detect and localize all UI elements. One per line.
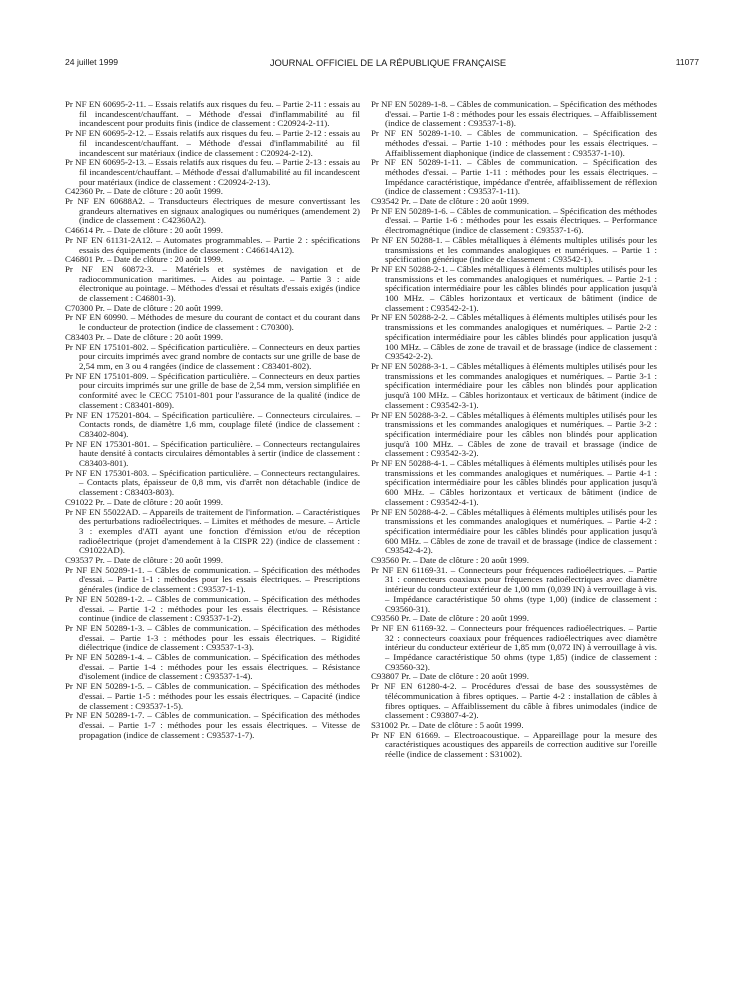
standard-entry: Pr NF EN 50289-1-2. – Câbles de communication. – Spécification des méthodes d'essai. – Partie 1-2 : méthodes pour les essais électriques. – Résistance continue (indice de classement : C93537-1-2).: [65, 593, 360, 624]
standard-entry: Pr NF EN 175201-804. – Spécification particulière. – Connecteurs circulaires. – Contacts ronds, de diamètre 1,6 mm, couplage fileté (indice de classement : C83402-804).: [65, 409, 360, 439]
standard-entry: Pr NF EN 60695-2-11. – Essais relatifs aux risques du feu. – Partie 2-11 : essais au fil incandescent/chauffant. – Méthode d'essai d'inflammabilité au fil incandescent pour produits finis (indice de classement : C20924-2-11).: [65, 99, 360, 129]
closing-date-line: C83403 Pr. – Date de clôture : 20 août 1999.: [65, 331, 223, 342]
standard-entry: Pr NF EN 50288-1. – Câbles métalliques à éléments multiples utilisés pour les transmissions et les commandes analogiques et numériques. – Partie 1 : spécification générique (indice de classement : C93542-1).: [371, 234, 657, 265]
standard-entry: Pr NF EN 61669. – Electroacoustique. – Appareillage pour la mesure des caractéristiques acoustiques des appareils de correction auditive sur l'oreille réelle (indice de classement : S31002).: [371, 729, 657, 760]
standard-entry: Pr NF EN 50288-2-1. – Câbles métalliques à éléments multiples utilisés pour les transmissions et les commandes analogiques et numériques. – Partie 2-1 : spécification intermédiaire pour les câbles blindés pour application jusqu'à 100 MHz. – Câbles horizontaux et verticaux de bâtiment (indice de classement : C93542-2-1).: [371, 263, 657, 313]
standard-entry: Pr NF EN 61169-31. – Connecteurs pour fréquences radioélectriques. – Partie 31 : connecteurs coaxiaux pour fréquences radioélectriques avec diamètre intérieur du conducteur extérieur de 1,00 mm (0,039 IN) à verrouillage à vis. – Impédance caractéristique 50 ohms (type 1,00) (indice de classement : C93560-31).: [371, 564, 657, 614]
standard-entry: Pr NF EN 50288-2-2. – Câbles métalliques à éléments multiples utilisés pour les transmissions et les commandes analogiques et numériques. – Partie 2-2 : spécification intermédiaire pour les câbles blindés pour application jusqu'à 100 MHz. – Câbles de zone de travail et de brassage (indice de classement : C93542-2-2).: [371, 312, 657, 362]
standard-entry: Pr NF EN 61280-4-2. – Procédures d'essai de base des soussystèmes de télécommunication à fibres optiques. – Partie 4-2 : installation de câbles à fibres optiques. – Affaiblissement du câble à fibres unimodales (indice de classement : C93807-4-2).: [371, 681, 657, 721]
standard-entry: Pr NF EN 50288-3-1. – Câbles métalliques à éléments multiples utilisés pour les transmissions et les commandes analogiques et numériques. – Partie 3-1 : spécification intermédiaire pour les câbles non blindés pour application jusqu'à 100 MHz. – Câbles horizontaux et verticaux de bâtiment (indice de classement : C93542-3-1).: [371, 360, 657, 410]
standard-entry: Pr NF EN 175301-801. – Spécification particulière. – Connecteurs rectangulaires haute densité à contacts circulaires démontables à sertir (indice de classement : C83403-801).: [65, 438, 360, 469]
closing-date-line: C91022 Pr. – Date de clôture : 20 août 1999.: [65, 496, 223, 507]
standard-entry: Pr NF EN 175101-809. – Spécification particulière. – Connecteurs en deux parties pour circuits imprimés sur une grille de base de 2,54 mm, version simplifiée en conformité avec le CECC 75101-801 pour l'assurance de la qualité (indice de classement : C83401-809).: [65, 370, 360, 410]
standard-entry: Pr NF EN 60695-2-12. – Essais relatifs aux risques du feu. – Partie 2-12 : essais au fil incandescent/chauffant. – Méthode d'essai d'inflammabilité au fil incandescent sur matériaux (indice de classement : C20924-2-12).: [65, 128, 360, 158]
closing-date-line: C93807 Pr. – Date de clôture : 20 août 1999.: [371, 671, 529, 682]
page-number: 11077: [675, 57, 699, 67]
closing-date-line: S31002 Pr. – Date de clôture : 5 août 1999.: [371, 720, 524, 730]
standard-entry: Pr NF EN 50289-1-8. – Câbles de communication. – Spécification des méthodes d'essai. – Partie 1-8 : méthodes pour les essais électriques. – Affaiblissement (indice de classement : C93537-1-8).: [371, 99, 657, 129]
closing-date-line: C93542 Pr. – Date de clôture : 20 août 1999.: [371, 196, 529, 207]
standard-entry: Pr NF EN 60688A2. – Transducteurs électriques de mesure convertissant les grandeurs alternatives en signaux analogiques ou numériques (amendement 2) (indice de classement : C42360A2).: [65, 196, 360, 226]
journal-title: JOURNAL OFFICIEL DE LA RÉPUBLIQUE FRANÇAISE: [269, 57, 507, 68]
standard-entry: Pr NF EN 50289-1-11. – Câbles de communication. – Spécification des méthodes d'essai. – Partie 1-11 : méthodes pour les essais électriques. – Impédance caractéristique, impédance d'entrée, affaiblissement de réflexion (indice de classement : C93537-1-11).: [371, 157, 657, 197]
left-column: [65, 100, 360, 740]
standard-entry: Pr NF EN 50289-1-10. – Câbles de communication. – Spécification des méthodes d'essai. – Partie 1-10 : méthodes pour les essais électriques. – Affaiblissement diaphonique (indice de classement : C93537-1-10).: [371, 128, 657, 158]
standard-entry: Pr NF EN 61131-2A12. – Automates programmables. – Partie 2 : spécifications essais des équipements (indice de classement : C46614A12).: [65, 234, 360, 255]
standard-entry: Pr NF EN 61169-32. – Connecteurs pour fréquences radioélectriques. – Partie 32 : connecteurs coaxiaux pour fréquences radioélectriques avec diamètre intérieur du conducteur extérieur de 1,85 mm (0,072 IN) à verrouillage à vis. – Impédance caractéristique 50 ohms (type 1,85) (indice de classement : C93560-32).: [371, 622, 657, 672]
closing-date-line: C93537 Pr. – Date de clôture : 20 août 1999.: [65, 555, 223, 566]
closing-date-line: C70300 Pr. – Date de clôture : 20 août 1999.: [65, 302, 223, 313]
standard-entry: Pr NF EN 50289-1-1. – Câbles de communication. – Spécification des méthodes d'essai. – Partie 1-1 : méthodes pour les essais électriques. – Prescriptions générales (indice de classement : C93537-1-1).: [65, 564, 360, 595]
standard-entry: Pr NF EN 60695-2-13. – Essais relatifs aux risques du feu. – Partie 2-13 : essais au fil incandescent/chauffant. – Méthode d'essai d'allumabilité au fil incandescent pour matériaux (indice de classement : C20924-2-13).: [65, 157, 360, 187]
standard-entry: Pr NF EN 50289-1-6. – Câbles de communication. – Spécification des méthodes d'essai. – Partie 1-6 : méthodes pour les essais électriques. – Performance électromagnétique (indice de classement : C93537-1-6).: [371, 205, 657, 236]
closing-date-line: C93560 Pr. – Date de clôture : 20 août 1999.: [371, 613, 529, 624]
closing-date-line: C93560 Pr. – Date de clôture : 20 août 1999.: [371, 555, 529, 566]
closing-date-line: C46614 Pr. – Date de clôture : 20 août 1999.: [65, 225, 223, 236]
standard-entry: Pr NF EN 50289-1-4. – Câbles de communication. – Spécification des méthodes d'essai. – Partie 1-4 : méthodes pour les essais électriques. – Résistance d'isolement (indice de classement : C93537-1-4).: [65, 652, 360, 682]
standard-entry: Pr NF EN 50289-1-7. – Câbles de communication. – Spécification des méthodes d'essai. – Partie 1-7 : méthodes pour les essais électriques. – Vitesse de propagation (indice de classement : C93537-1-7).: [65, 710, 360, 740]
standard-entry: Pr NF EN 50288-4-1. – Câbles métalliques à éléments multiples utilisés pour les transmissions et les commandes analogiques et numériques. – Partie 4-1 : spécification intermédiaire pour les câbles blindés pour application jusqu'à 600 MHz. – Câbles horizontaux et verticaux de bâtiment (indice de classement : C93542-4-1).: [371, 458, 657, 507]
closing-date-line: C42360 Pr. – Date de clôture : 20 août 1999.: [65, 186, 223, 197]
header-date: 24 juillet 1999: [65, 57, 119, 67]
closing-date-line: C46801 Pr. – Date de clôture : 20 août 1999.: [65, 254, 223, 265]
right-column: [371, 100, 657, 760]
standard-entry: Pr NF EN 60872-3. – Matériels et systèmes de navigation et de radiocommunication maritimes. – Aides au pointage. – Partie 3 : aide électronique au pointage. – Méthodes d'essai et résultats d'essais exigés (indice de classement : C46801-3).: [65, 263, 360, 304]
standard-entry: Pr NF EN 50288-4-2. – Câbles métalliques à éléments multiples utilisés pour les transmissions et les commandes analogiques et numériques. – Partie 4-2 : spécification intermédiaire pour les câbles blindés pour application jusqu'à 600 MHz. – Câbles de zone de travail et de brassage (indice de classement : C93542-4-2).: [371, 506, 657, 556]
standard-entry: Pr NF EN 50289-1-3. – Câbles de communication. – Spécification des méthodes d'essai. – Partie 1-3 : méthodes pour les essais électriques. – Rigidité diélectrique (indice de classement : C93537-1-3).: [65, 622, 360, 653]
standard-entry: Pr NF EN 175101-802. – Spécification particulière. – Connecteurs en deux parties pour circuits imprimés avec grand nombre de contacts sur une grille de base de 2,54 mm, en 3 ou 4 rangées (indice de classement : C83401-802).: [65, 341, 360, 371]
standard-entry: Pr NF EN 50289-1-5. – Câbles de communication. – Spécification des méthodes d'essai. – Partie 1-5 : méthodes pour les essais électriques. – Capacité (indice de classement : C93537-1-5).: [65, 681, 360, 711]
page-header: [65, 57, 711, 71]
standard-entry: Pr NF EN 60990. – Méthodes de mesure du courant de contact et du courant dans le conducteur de protection (indice de classement : C70300).: [65, 312, 360, 333]
standard-entry: Pr NF EN 175301-803. – Spécification particulière. – Connecteurs rectangulaires. – Contacts plats, épaisseur de 0,8 mm, vis d'arrêt non détachable (indice de classement : C83403-803).: [65, 467, 360, 498]
standard-entry: Pr NF EN 50288-3-2. – Câbles métalliques à éléments multiples utilisés pour les transmissions et les commandes analogiques et numériques. – Partie 3-2 : spécification intermédiaire pour les câbles non blindés pour application jusqu'à 100 MHz. – Câbles de zone de travail et brassage (indice de classement : C93542-3-2).: [371, 409, 657, 459]
standard-entry: Pr NF EN 55022AD. – Appareils de traitement de l'information. – Caractéristiques des perturbations radioélectriques. – Limites et méthodes de mesure. – Article 3 : exemples d'ATI ayant une fonction d'émission et/ou de réception radioélectrique (projet d'amendement à la CISPR 22) (indice de classement : C91022AD).: [65, 506, 360, 556]
